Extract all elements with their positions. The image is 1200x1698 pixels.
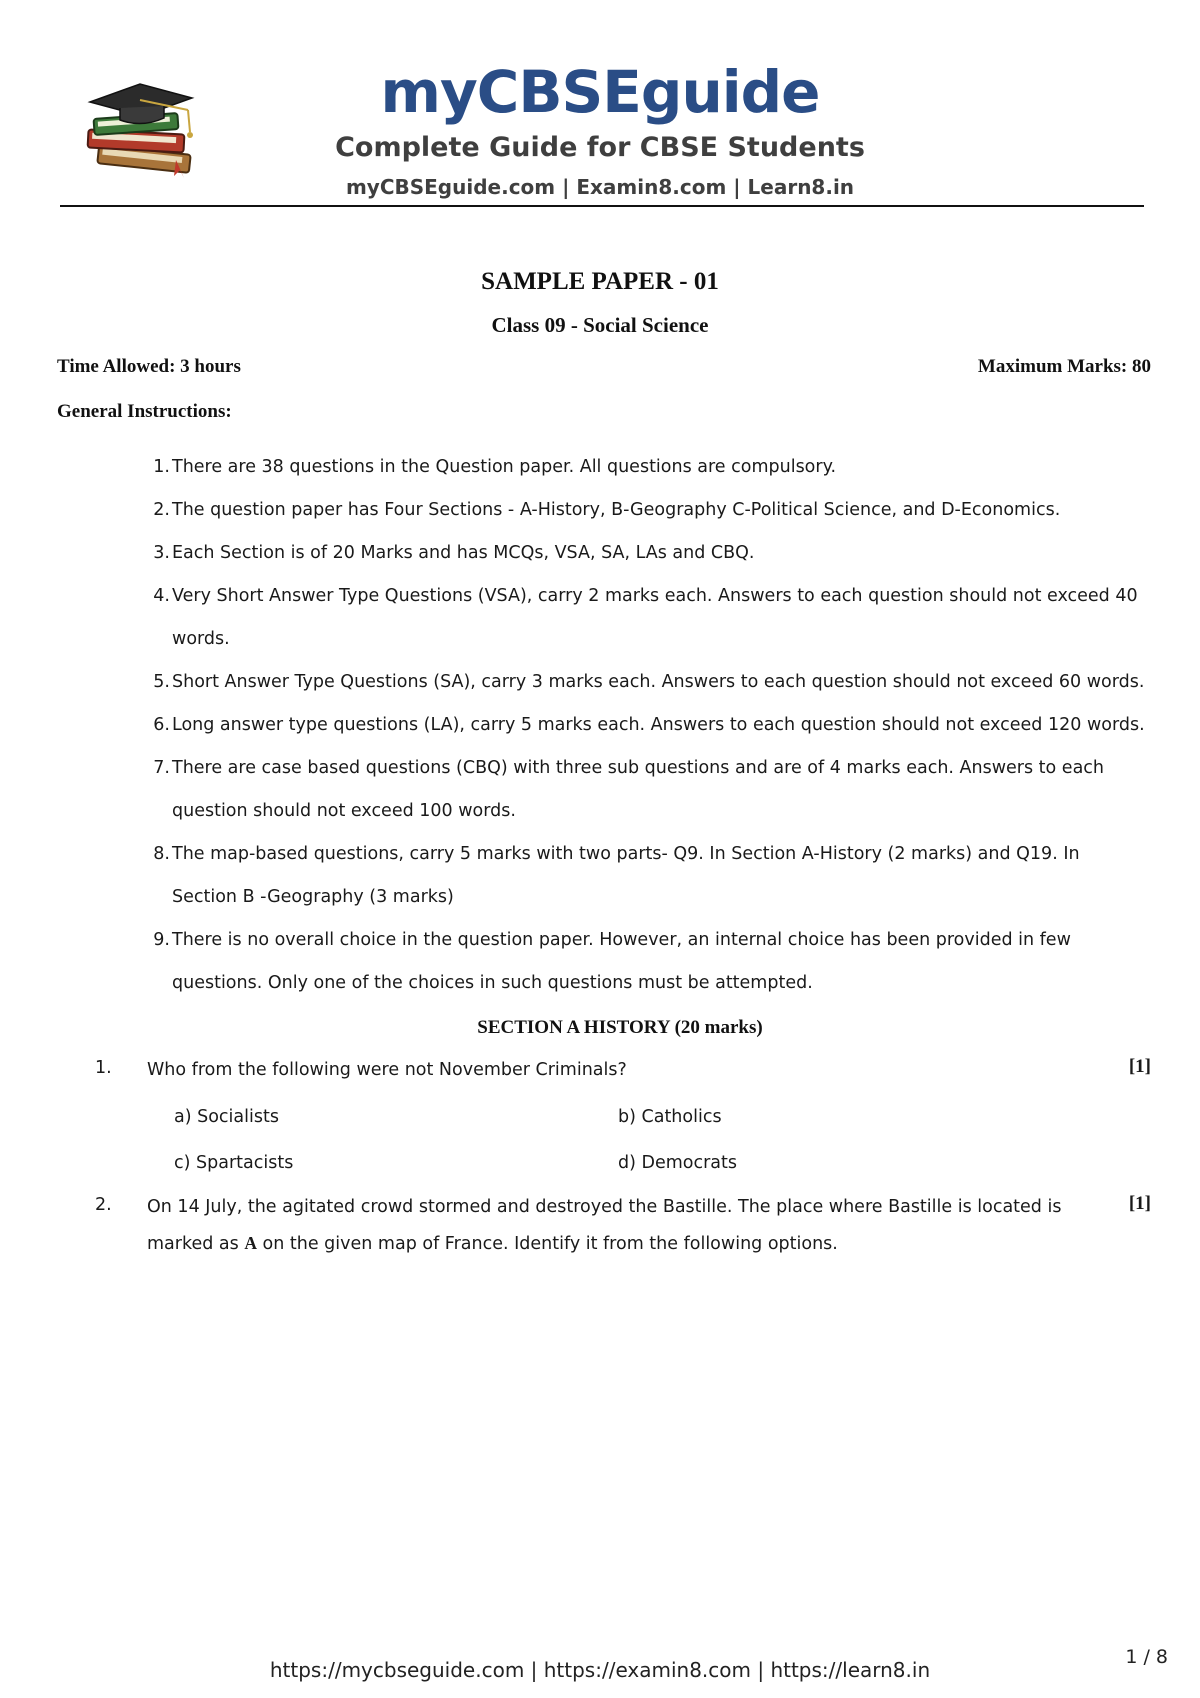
instruction-text: Each Section is of 20 Marks and has MCQs, VSA, SA, LAs and CBQ. [172, 543, 755, 563]
instruction-text: Very Short Answer Type Questions (VSA), carry 2 marks each. Answers to each question should not exceed 40 words. [172, 586, 1138, 649]
instruction-item [140, 919, 1150, 1005]
brand-tagline: Complete Guide for CBSE Students [335, 132, 865, 163]
instruction-text: There are case based questions (CBQ) with three sub questions and are of 4 marks each. Answers to each question should not exceed 100 words. [172, 758, 1105, 821]
brand-name: myCBSEguide [380, 58, 820, 126]
instruction-number: 4. [153, 586, 170, 606]
map-marker-label: A [244, 1233, 257, 1253]
paper-title: SAMPLE PAPER - 01 [481, 268, 719, 295]
footer-links: https://mycbseguide.com | https://examin8.com | https://learn8.in [269, 1658, 931, 1682]
instruction-number: 3. [153, 543, 170, 563]
instruction-item [140, 575, 1150, 661]
instruction-text: The question paper has Four Sections - A-History, B-Geography C-Political Science, and D-Economics. [172, 500, 1061, 520]
brand-sites: myCBSEguide.com | Examin8.com | Learn8.in [345, 175, 855, 199]
instruction-number: 9. [153, 930, 170, 950]
question-2-marks: [1] [1128, 1193, 1151, 1214]
instruction-item [140, 661, 1150, 704]
instruction-number: 5. [153, 672, 170, 692]
question-2-text-after: on the given map of France. Identify it from the following options. [256, 1234, 838, 1254]
instructions-heading: General Instructions: [57, 401, 232, 422]
question-2-text [147, 1189, 1107, 1262]
header-divider [60, 205, 1144, 207]
question-1-text: Who from the following were not November Criminals? [147, 1060, 627, 1080]
question-1-number: 1. [95, 1058, 112, 1078]
instruction-item [140, 489, 1150, 532]
instructions-list [140, 446, 1150, 1005]
instruction-item [140, 704, 1150, 747]
instruction-text: The map-based questions, carry 5 marks with two parts- Q9. In Section A-History (2 marks) and Q19. In Section B -Geography (3 marks) [172, 844, 1080, 907]
question-1-option-d: d) Democrats [618, 1153, 738, 1173]
instruction-text: There is no overall choice in the question paper. However, an internal choice has been provided in few questions. Only one of the choices in such questions must be attempted. [172, 930, 1071, 993]
instruction-number: 2. [153, 500, 170, 520]
question-1-option-c: c) Spartacists [174, 1153, 294, 1173]
question-2-text-before: On 14 July, the agitated crowd stormed and destroyed the Bastille. The place where Bastille is located is marked as [147, 1197, 1062, 1254]
instruction-item [140, 446, 1150, 489]
question-2-number: 2. [95, 1195, 112, 1215]
page-header [0, 0, 1200, 210]
question-1-option-b: b) Catholics [618, 1107, 722, 1127]
section-a-heading: SECTION A HISTORY (20 marks) [477, 1017, 763, 1038]
instruction-item [140, 532, 1150, 575]
paper-subtitle: Class 09 - Social Science [491, 313, 709, 337]
maximum-marks: Maximum Marks: 80 [977, 356, 1151, 377]
instruction-number: 8. [153, 844, 170, 864]
question-1-marks: [1] [1128, 1056, 1151, 1077]
page-number: 1 / 8 [1125, 1646, 1168, 1668]
instruction-text: There are 38 questions in the Question paper. All questions are compulsory. [172, 457, 837, 477]
instruction-text: Short Answer Type Questions (SA), carry 3 marks each. Answers to each question should not exceed 60 words. [172, 672, 1145, 692]
question-1-option-a: a) Socialists [174, 1107, 279, 1127]
instruction-item [140, 833, 1150, 919]
instruction-number: 7. [153, 758, 170, 778]
instruction-number: 1. [153, 457, 170, 477]
instruction-number: 6. [153, 715, 170, 735]
instruction-item [140, 747, 1150, 833]
instruction-text: Long answer type questions (LA), carry 5 marks each. Answers to each question should not exceed 120 words. [172, 715, 1145, 735]
time-allowed: Time Allowed: 3 hours [57, 356, 241, 377]
